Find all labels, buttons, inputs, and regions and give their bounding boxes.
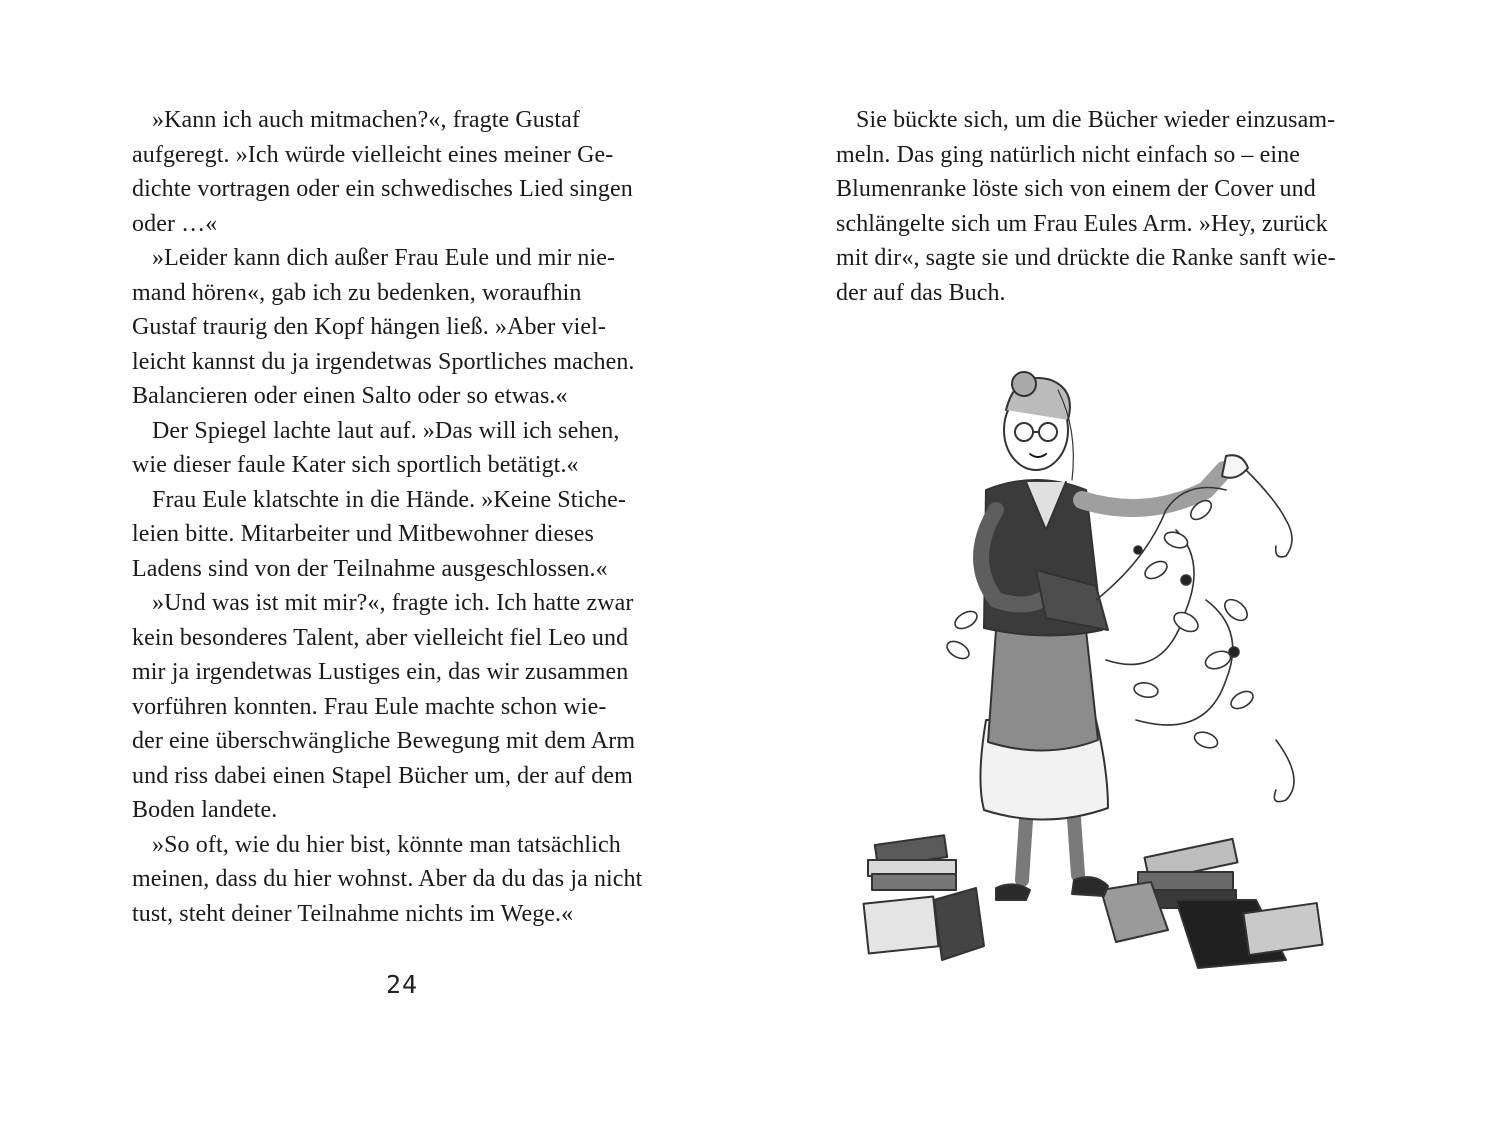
- text-line: kein besonderes Talent, aber vielleicht fiel Leo und: [132, 624, 629, 651]
- text-line: »Leider kann dich außer Frau Eule und mir nie-: [152, 245, 616, 271]
- text-line: meln. Das ging natürlich nicht einfach so – eine: [836, 141, 1300, 168]
- text-line: meinen, dass du hier wohnst. Aber da du das ja nicht: [132, 866, 643, 892]
- left-page-text: [132, 103, 672, 931]
- text-line: aufgeregt. »Ich würde vielleicht eines meiner Ge-: [132, 141, 614, 168]
- page-number: 24: [386, 970, 419, 999]
- text-line: vorführen konnten. Frau Eule machte schon wie-: [132, 693, 607, 720]
- text-line: leien bitte. Mitarbeiter und Mitbewohner dieses: [132, 521, 594, 547]
- illustration-frau-eule: [846, 360, 1386, 1000]
- text-line: schlängelte sich um Frau Eules Arm. »Hey, zurück: [836, 210, 1328, 237]
- text-line: »Und was ist mit mir?«, fragte ich. Ich hatte zwar: [152, 590, 634, 616]
- text-line: mir ja irgendetwas Lustiges ein, das wir zusammen: [132, 659, 629, 685]
- text-line: Gustaf traurig den Kopf hängen ließ. »Aber viel-: [132, 314, 606, 340]
- text-line: Frau Eule klatschte in die Hände. »Keine Stiche-: [152, 486, 626, 513]
- apron: [988, 630, 1098, 751]
- text-line: »So oft, wie du hier bist, könnte man tatsächlich: [152, 831, 621, 858]
- text-line: mit dir«, sagte sie und drückte die Ranke sanft wie-: [836, 245, 1336, 271]
- book-pile-right: [1101, 839, 1323, 968]
- text-line: wie dieser faule Kater sich sportlich betätigt.«: [132, 452, 579, 478]
- right-page-text: [836, 103, 1366, 310]
- text-line: tust, steht deiner Teilnahme nichts im Wege.«: [132, 900, 574, 927]
- text-line: Balancieren oder einen Salto oder so etwas.«: [132, 383, 568, 409]
- book-stack-left: [864, 835, 984, 960]
- right-page: [750, 0, 1500, 1140]
- text-line: dichte vortragen oder ein schwedisches Lied singen: [132, 176, 633, 202]
- head: [1004, 372, 1073, 480]
- text-line: Blumenranke löste sich von einem der Cover und: [836, 176, 1316, 202]
- text-line: Ladens sind von der Teilnahme ausgeschlossen.«: [132, 555, 608, 582]
- text-line: der eine überschwängliche Bewegung mit dem Arm: [132, 728, 636, 754]
- text-line: »Kann ich auch mitmachen?«, fragte Gustaf: [152, 107, 580, 133]
- text-line: Der Spiegel lachte laut auf. »Das will ich sehen,: [152, 417, 620, 444]
- text-line: Sie bückte sich, um die Bücher wieder einzusam-: [856, 107, 1336, 133]
- text-line: mand hören«, gab ich zu bedenken, woraufhin: [132, 279, 582, 306]
- text-line: leicht kannst du ja irgendetwas Sportliches machen.: [132, 348, 635, 375]
- text-line: Boden landete.: [132, 797, 278, 823]
- text-line: der auf das Buch.: [836, 279, 1006, 306]
- text-line: oder …«: [132, 210, 218, 237]
- text-line: und riss dabei einen Stapel Bücher um, der auf dem: [132, 762, 633, 789]
